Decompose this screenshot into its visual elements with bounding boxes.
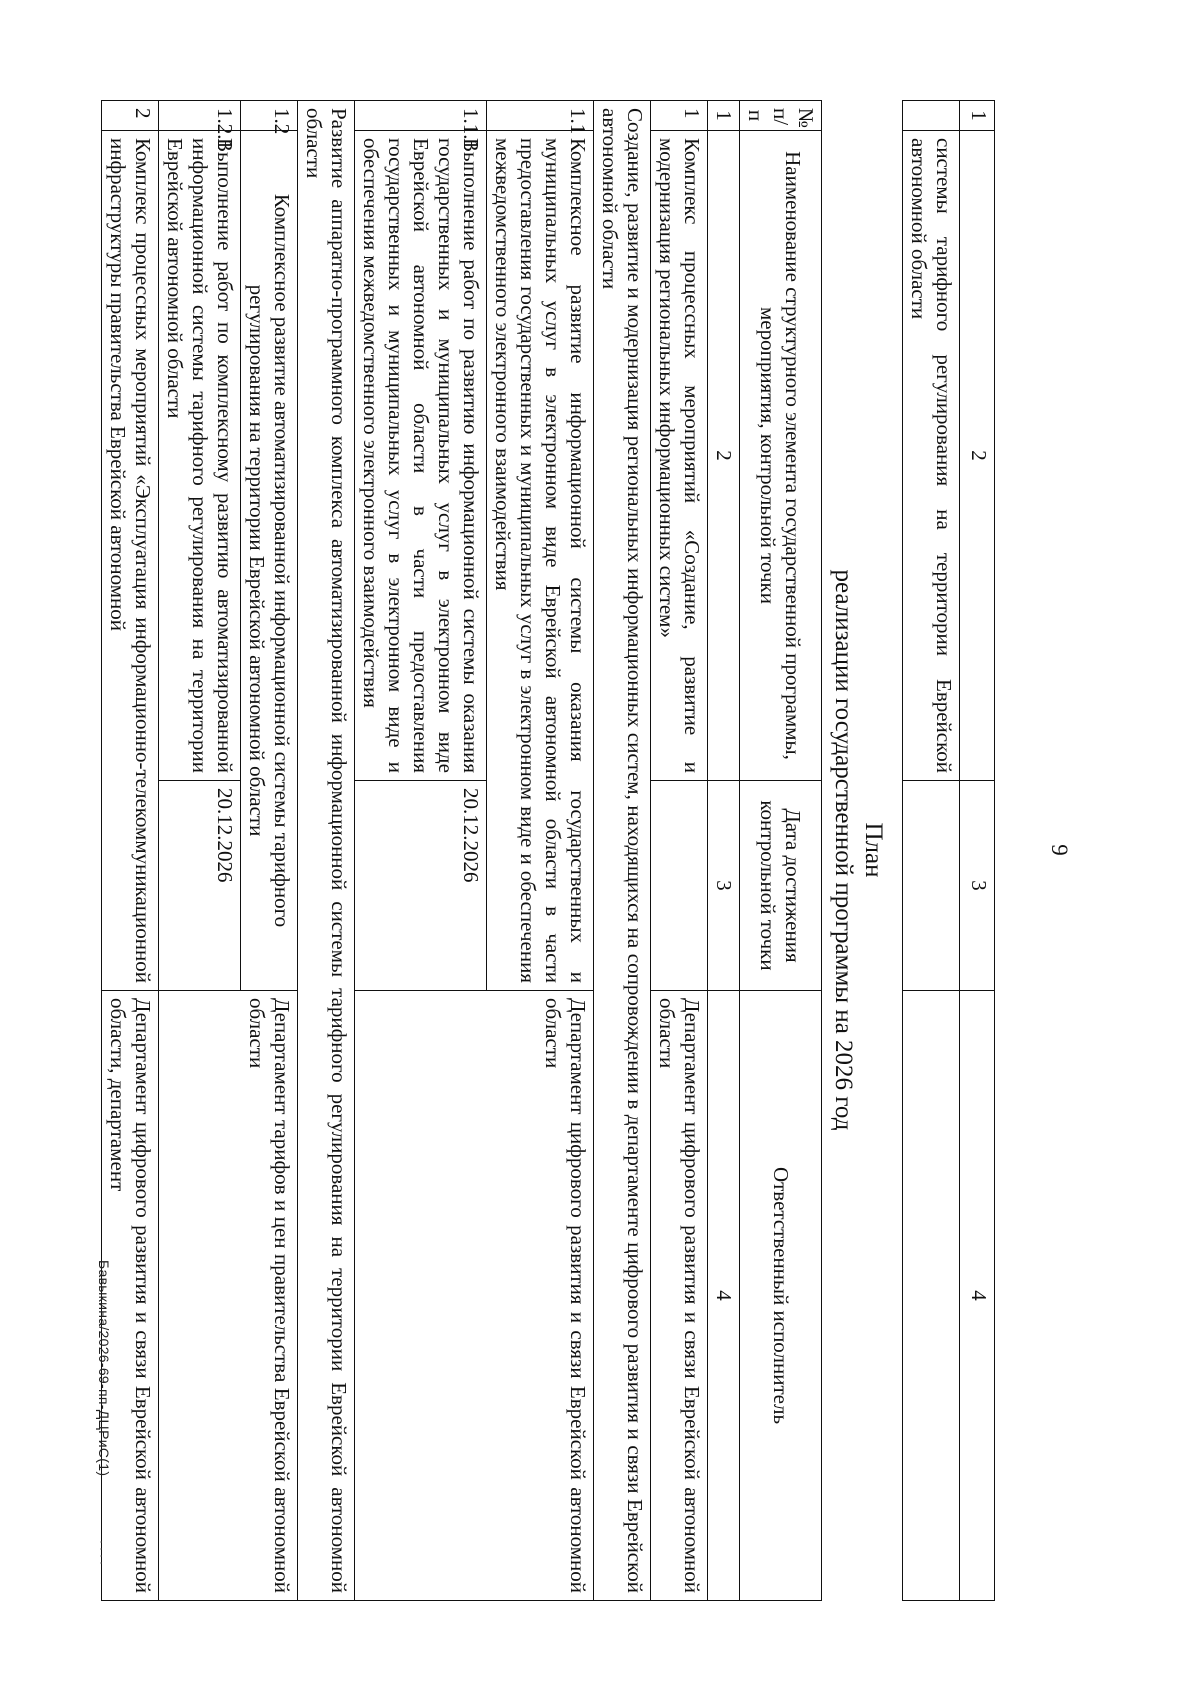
row-num: 1.2 xyxy=(241,101,298,131)
page-number: 9 xyxy=(1047,844,1072,856)
row-exec: Департамент цифрового развития и связи Еврейской автономной области xyxy=(651,991,708,1601)
row-exec: Департамент цифрового развития и связи Еврейской автономной области, департамент xyxy=(102,991,159,1601)
plan-table-header xyxy=(740,101,822,1601)
plan-table xyxy=(101,100,822,1601)
document-footer-code: Бавыкина/2026-69-пп-ДЦРиС(1) xyxy=(96,1260,112,1477)
row-exec: Департамент цифрового развития и связи Еврейской автономной области xyxy=(355,991,594,1601)
row-num: 1.1 xyxy=(487,101,594,131)
table-row xyxy=(487,101,594,1601)
row-num: 1.1.1 xyxy=(355,101,487,131)
merged-task-cell: Создание, развитие и модернизация региональных информационных систем, находящихся на сопровождении в департаменте цифрового развития и связи Еврейской автономной области xyxy=(594,101,651,1601)
col-number-cell: 2 xyxy=(708,131,740,781)
plan-title-line1: План xyxy=(860,822,887,878)
row-exec: Департамент тарифов и цен правительства Еврейской автономной области xyxy=(159,991,298,1601)
row-date xyxy=(651,781,708,991)
col-number-cell: 1 xyxy=(960,101,995,131)
col-number-cell: 4 xyxy=(708,991,740,1601)
header-exec: Ответственный исполнитель xyxy=(740,991,822,1601)
empty-cell xyxy=(903,991,960,1601)
row-date: 20.12.2026 xyxy=(159,781,241,991)
col-number-cell: 3 xyxy=(960,781,995,991)
table-row-merged xyxy=(594,101,651,1601)
rotated-document-page xyxy=(94,100,1120,1600)
continued-table xyxy=(902,100,995,1601)
empty-cell xyxy=(903,101,960,131)
footer-dots: · · · · xyxy=(94,1540,108,1565)
row-name: Выполнение работ по развитию информационной системы оказания государственных и муниципальных услуг в электронном виде Еврейской автономной области в части предоставления государственных и муниципальных услуг в электронном виде и обеспечения межведомственного электронного взаимодействия xyxy=(355,131,487,781)
col-number-cell: 4 xyxy=(960,991,995,1601)
table-row xyxy=(241,101,298,1601)
row-name: Комплексное развитие информационной системы оказания государственных и муниципальных услуг в электронном виде Еврейской автономной области в части предоставления государственных и муниципальных услуг в электронном виде и обеспечения межведомственного электронного взаимодействия xyxy=(487,131,594,991)
merged-task-cell: Развитие аппаратно-программного комплекса автоматизированной информационной системы тарифного регулирования на территории Еврейской автономной области xyxy=(298,101,355,1601)
table-row xyxy=(651,101,708,1601)
row-name: Выполнение работ по комплексному развитию автоматизированной информационной системы тарифного регулирования на территории Еврейской автономной области xyxy=(159,131,241,781)
plan-title xyxy=(828,100,888,1600)
header-num: № п/п xyxy=(740,101,822,131)
row-date: 20.12.2026 xyxy=(355,781,487,991)
table-row-merged xyxy=(298,101,355,1601)
row-num: 1.2.1 xyxy=(159,101,241,131)
row-name: Комплекс процессных мероприятий «Создание, развитие и модернизация региональных информационных систем» xyxy=(651,131,708,781)
header-date: Дата достижения контрольной точки xyxy=(740,781,822,991)
row-name: Комплекс процессных мероприятий «Эксплуатация информационно-телекоммуникационной инфраструктуры правительства Еврейской автономной xyxy=(102,131,159,991)
col-number-cell: 2 xyxy=(960,131,995,781)
plan-title-line2: реализации государственной программы на 2026 год xyxy=(830,569,857,1131)
plan-table-col-numbers xyxy=(708,101,740,1601)
continued-table-row xyxy=(903,101,960,1601)
row-name: Комплексное развитие автоматизированной информационной системы тарифного регулирования на территории Еврейской автономной области xyxy=(241,131,298,991)
row-num: 1 xyxy=(651,101,708,131)
col-number-cell: 1 xyxy=(708,101,740,131)
empty-cell xyxy=(903,781,960,991)
continued-text-cell: системы тарифного регулирования на территории Еврейской автономной области xyxy=(903,131,960,781)
col-number-cell: 3 xyxy=(708,781,740,991)
header-name: Наименование структурного элемента государственной программы, мероприятия, контрольной точки xyxy=(740,131,822,781)
continued-table-header xyxy=(960,101,995,1601)
row-num: 2 xyxy=(102,101,159,131)
